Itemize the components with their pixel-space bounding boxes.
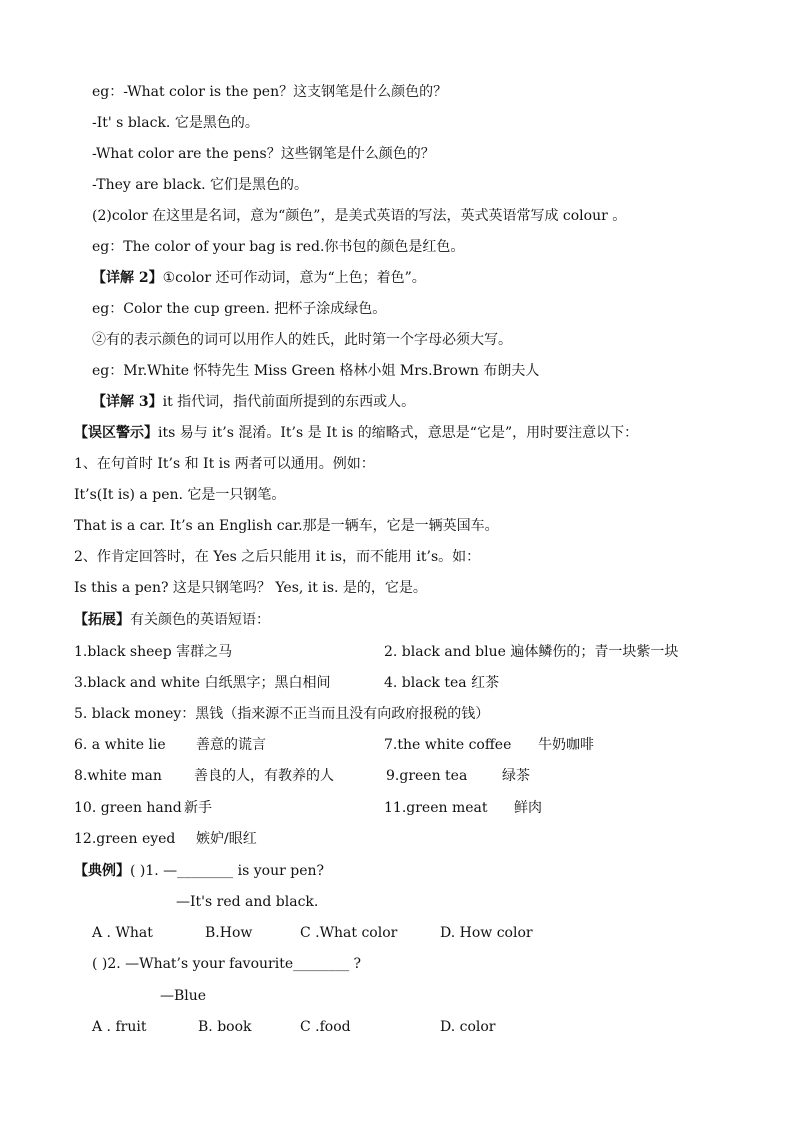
phrase-1: 1.black sheep 害群之马 xyxy=(74,644,233,660)
question-1 xyxy=(74,862,324,880)
phrase-8-meaning: 善良的人，有教养的人 xyxy=(194,768,334,784)
phrase-10: 10. green hand xyxy=(74,800,182,816)
example-line-6: eg：The color of your bag is red.你书包的颜色是红色。 xyxy=(92,239,465,255)
q1-option-b[interactable]: B.How xyxy=(205,925,253,941)
rule-2-example: Is this a pen? 这是只钢笔吗？ Yes, it is. 是的，它是。 xyxy=(74,580,427,596)
warning-body: its 易与 it’s 混淆。It’s 是 It is 的缩略式，意思是“它是”，用时要注意以下： xyxy=(158,425,639,441)
q1-option-d[interactable]: D. How color xyxy=(440,925,533,941)
question-2 xyxy=(92,955,361,973)
rule-1-example-1: It’s(It is) a pen. 它是一只钢笔。 xyxy=(74,487,286,503)
warning-line xyxy=(74,424,638,442)
rule-2: 2、作肯定回答时，在 Yes 之后只能用 it is，而不能用 it’s。如： xyxy=(74,549,481,565)
phrase-10-meaning: 新手 xyxy=(184,800,212,816)
example-line-4: -They are black. 它们是黑色的。 xyxy=(92,177,309,193)
extension-line xyxy=(74,611,270,629)
q2-option-d[interactable]: D. color xyxy=(440,1019,496,1035)
detail-2-heading: 【详解 2】 xyxy=(92,270,163,286)
phrase-7: 7.the white coffee xyxy=(384,737,512,753)
phrase-11: 11.green meat xyxy=(384,800,488,816)
detail-2-line xyxy=(92,269,426,287)
example-line-3: -What color are the pens？这些钢笔是什么颜色的？ xyxy=(92,146,435,162)
example-line-10: eg：Mr.White 怀特先生 Miss Green 格林小姐 Mrs.Brown 布朗夫人 xyxy=(92,363,540,379)
q1-option-a[interactable]: A . What xyxy=(92,925,153,941)
question-2-answer-blank[interactable]: ( ) xyxy=(92,956,108,972)
question-1-answer-blank[interactable]: ( ) xyxy=(130,863,146,879)
rule-1-example-2: That is a car. It’s an English car.那是一辆车，它是一辆英国车。 xyxy=(74,518,499,534)
phrase-6: 6. a white lie xyxy=(74,737,166,753)
detail-3-line xyxy=(92,393,415,411)
q1-option-c[interactable]: C .What color xyxy=(300,925,398,941)
question-1-text: 1. —________ is your pen? xyxy=(145,863,325,879)
extension-heading: 【拓展】 xyxy=(74,612,130,628)
detail-3-heading: 【详解 3】 xyxy=(92,394,163,410)
detail-2-body: ①color 还可作动词，意为“上色；着色”。 xyxy=(162,270,426,286)
color-noun-note: (2)color 在这里是名词，意为“颜色”，是美式英语的写法，英式英语常写成 colour 。 xyxy=(92,208,627,224)
question-1-reply: —It's red and black. xyxy=(176,894,319,910)
phrase-12: 12.green eyed xyxy=(74,831,176,847)
phrase-4: 4. black tea 红茶 xyxy=(384,675,500,691)
examples-heading: 【典例】 xyxy=(74,863,130,879)
example-line-1: eg：-What color is the pen？这支钢笔是什么颜色的？ xyxy=(92,84,448,100)
extension-body: 有关颜色的英语短语： xyxy=(130,612,270,628)
phrase-8: 8.white man xyxy=(74,768,162,784)
phrase-3: 3.black and white 白纸黑字；黑白相间 xyxy=(74,675,331,691)
phrase-9: 9.green tea xyxy=(386,768,468,784)
phrase-9-meaning: 绿茶 xyxy=(502,768,530,784)
question-2-text: 2. —What’s your favourite________ ? xyxy=(107,956,362,972)
phrase-6-meaning: 善意的谎言 xyxy=(196,737,266,753)
rule-1: 1、在句首时 It’s 和 It is 两者可以通用。例如： xyxy=(74,456,375,472)
phrase-11-meaning: 鲜肉 xyxy=(514,800,542,816)
example-line-8: eg：Color the cup green. 把杯子涂成绿色。 xyxy=(92,301,387,317)
phrase-7-meaning: 牛奶咖啡 xyxy=(538,737,594,753)
phrase-12-meaning: 嫉妒/眼红 xyxy=(196,831,257,847)
detail-3-body: it 指代词，指代前面所提到的东西或人。 xyxy=(162,394,416,410)
q2-option-c[interactable]: C .food xyxy=(300,1019,351,1035)
surname-note: ②有的表示颜色的词可以用作人的姓氏，此时第一个字母必须大写。 xyxy=(92,332,512,348)
phrase-2: 2. black and blue 遍体鳞伤的；青一块紫一块 xyxy=(384,644,679,660)
question-2-reply: —Blue xyxy=(160,988,207,1004)
q2-option-b[interactable]: B. book xyxy=(198,1019,252,1035)
q2-option-a[interactable]: A . fruit xyxy=(92,1019,147,1035)
example-line-2: -It' s black. 它是黑色的。 xyxy=(92,115,259,131)
warning-heading: 【误区警示】 xyxy=(74,425,158,441)
phrase-5: 5. black money：黑钱（指来源不正当而且没有向政府报税的钱） xyxy=(74,706,490,722)
